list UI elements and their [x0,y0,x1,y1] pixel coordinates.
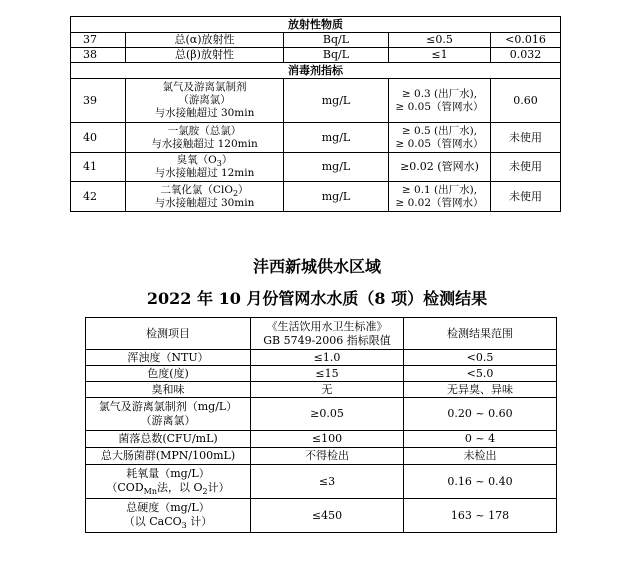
row-result: 0.20 ~ 0.60 [404,398,557,431]
row-limit: ≥0.05 [251,398,404,431]
row-limit: ≤100 [251,431,404,448]
subscript: 2 [232,188,239,198]
row-limit: ≤450 [251,499,404,533]
region-title: 沣西新城供水区域 [252,257,381,276]
item-line: 氯气及游离氯制剂 [162,81,247,93]
item-text: 臭氧（O [176,154,217,166]
table-row [71,123,561,153]
row-limit: ≤1.0 [251,350,404,366]
subscript: Mn [143,487,157,496]
row-result: 未使用 [491,123,561,153]
item-line: 一氯胺（总氯） [167,124,242,137]
row-limit: ≥0.02 (管网水) [389,153,491,182]
row-unit: mg/L [284,79,389,123]
row-no: 41 [71,153,126,182]
row-unit: mg/L [284,153,389,182]
item-line: （游离氯） [140,414,196,427]
row-unit: Bq/L [284,48,389,63]
subscript: 2 [202,487,208,496]
row-result: 未使用 [491,153,561,182]
row-no: 42 [71,182,126,212]
item-line: 与水接触超过 12min [154,167,255,179]
row-no: 38 [71,48,126,63]
item-line: 与水接触超过 120min [151,137,258,150]
item-line [86,515,250,530]
row-item: 臭和味 [86,382,251,398]
header-row [86,318,557,350]
limit-line: ≥ 0.05（管网水） [395,100,484,113]
limit-line: ≥ 0.1 (出厂水), [401,183,478,196]
item-text: 二氧化氯（ClO [160,183,233,196]
limit-line: ≥ 0.05（管网水） [395,137,484,150]
row-item: 总大肠菌群(MPN/100mL) [86,448,251,465]
header-standard [251,318,404,350]
row-item: 总(β)放射性 [126,48,284,63]
table-row [86,465,557,499]
item-line: （游离氯） [178,94,231,106]
row-no: 40 [71,123,126,153]
table-row [71,33,561,48]
row-result: 未检出 [404,448,557,465]
water-quality-table [85,317,557,533]
header-item: 检测项目 [86,318,251,350]
section-row [71,17,561,33]
item-line: 与水接触超过 30min [154,107,255,119]
row-limit [389,123,491,153]
row-result: 0 ~ 4 [404,431,557,448]
row-item [126,79,284,123]
row-result: 0.032 [491,48,561,63]
row-limit: 无 [251,382,404,398]
section-disinfectant: 消毒剂指标 [71,63,561,79]
row-result: 无异臭、异味 [404,382,557,398]
table-row [86,431,557,448]
item-text: ） [238,183,249,196]
row-item [86,499,251,533]
header-result: 检测结果范围 [404,318,557,350]
row-no: 37 [71,33,126,48]
item-line: 氯气及游离氯制剂（mg/L） [98,400,238,413]
row-limit: ≤1 [389,48,491,63]
table-row [86,499,557,533]
row-item: 色度(度) [86,366,251,382]
table-row [86,448,557,465]
table-row [71,79,561,123]
item-text: ） [221,154,233,166]
table-row [71,153,561,182]
row-result: 0.16 ~ 0.40 [404,465,557,499]
row-item [86,465,251,499]
item-line [126,154,283,167]
row-result: <0.5 [404,350,557,366]
row-item [126,123,284,153]
table-row [86,366,557,382]
table-row [71,182,561,212]
section-radioactive: 放射性物质 [71,17,561,33]
item-text: 计） [207,481,230,494]
row-unit: mg/L [284,123,389,153]
row-limit [389,79,491,123]
row-limit: ≤15 [251,366,404,382]
table-row [86,382,557,398]
header-line: GB 5749-2006 指标限值 [263,333,391,347]
subscript: 3 [181,521,187,530]
row-result: 0.60 [491,79,561,123]
row-limit: ≤0.5 [389,33,491,48]
row-item [126,153,284,182]
table-row [71,48,561,63]
item-line: 总硬度（mg/L） [126,501,210,514]
row-unit: Bq/L [284,33,389,48]
subscript: 3 [216,159,222,168]
item-text: 计） [186,515,213,528]
row-no: 39 [71,79,126,123]
row-result: 163 ~ 178 [404,499,557,533]
limit-line: ≥ 0.02（管网水） [395,196,484,209]
row-result: 未使用 [491,182,561,212]
table-row [86,350,557,366]
section-row [71,63,561,79]
row-unit: mg/L [284,182,389,212]
row-limit: ≤3 [251,465,404,499]
item-text: （COD [106,481,144,494]
item-text: 法，以 O [157,481,203,494]
row-item [126,182,284,212]
row-item [86,398,251,431]
row-item: 菌落总数(CFU/mL) [86,431,251,448]
radioactive-disinfectant-table [70,16,561,212]
item-text: （以 CaCO [123,515,182,528]
row-limit: 不得检出 [251,448,404,465]
row-result: <5.0 [404,366,557,382]
report-title: 2022 年 10 月份管网水水质（8 项）检测结果 [146,289,488,308]
item-line [126,184,283,197]
row-item: 浑浊度（NTU） [86,350,251,366]
item-line: 耗氧量（mg/L） [126,467,210,480]
limit-line: ≥ 0.5 (出厂水), [401,124,478,137]
row-result: <0.016 [491,33,561,48]
row-item: 总(α)放射性 [126,33,284,48]
table-row [86,398,557,431]
item-line: 与水接触超过 30min [154,196,255,209]
item-line [86,481,250,496]
row-limit [389,182,491,212]
limit-line: ≥ 0.3 (出厂水), [401,87,478,100]
header-line: 《生活饮用水卫生标准》 [266,319,388,333]
